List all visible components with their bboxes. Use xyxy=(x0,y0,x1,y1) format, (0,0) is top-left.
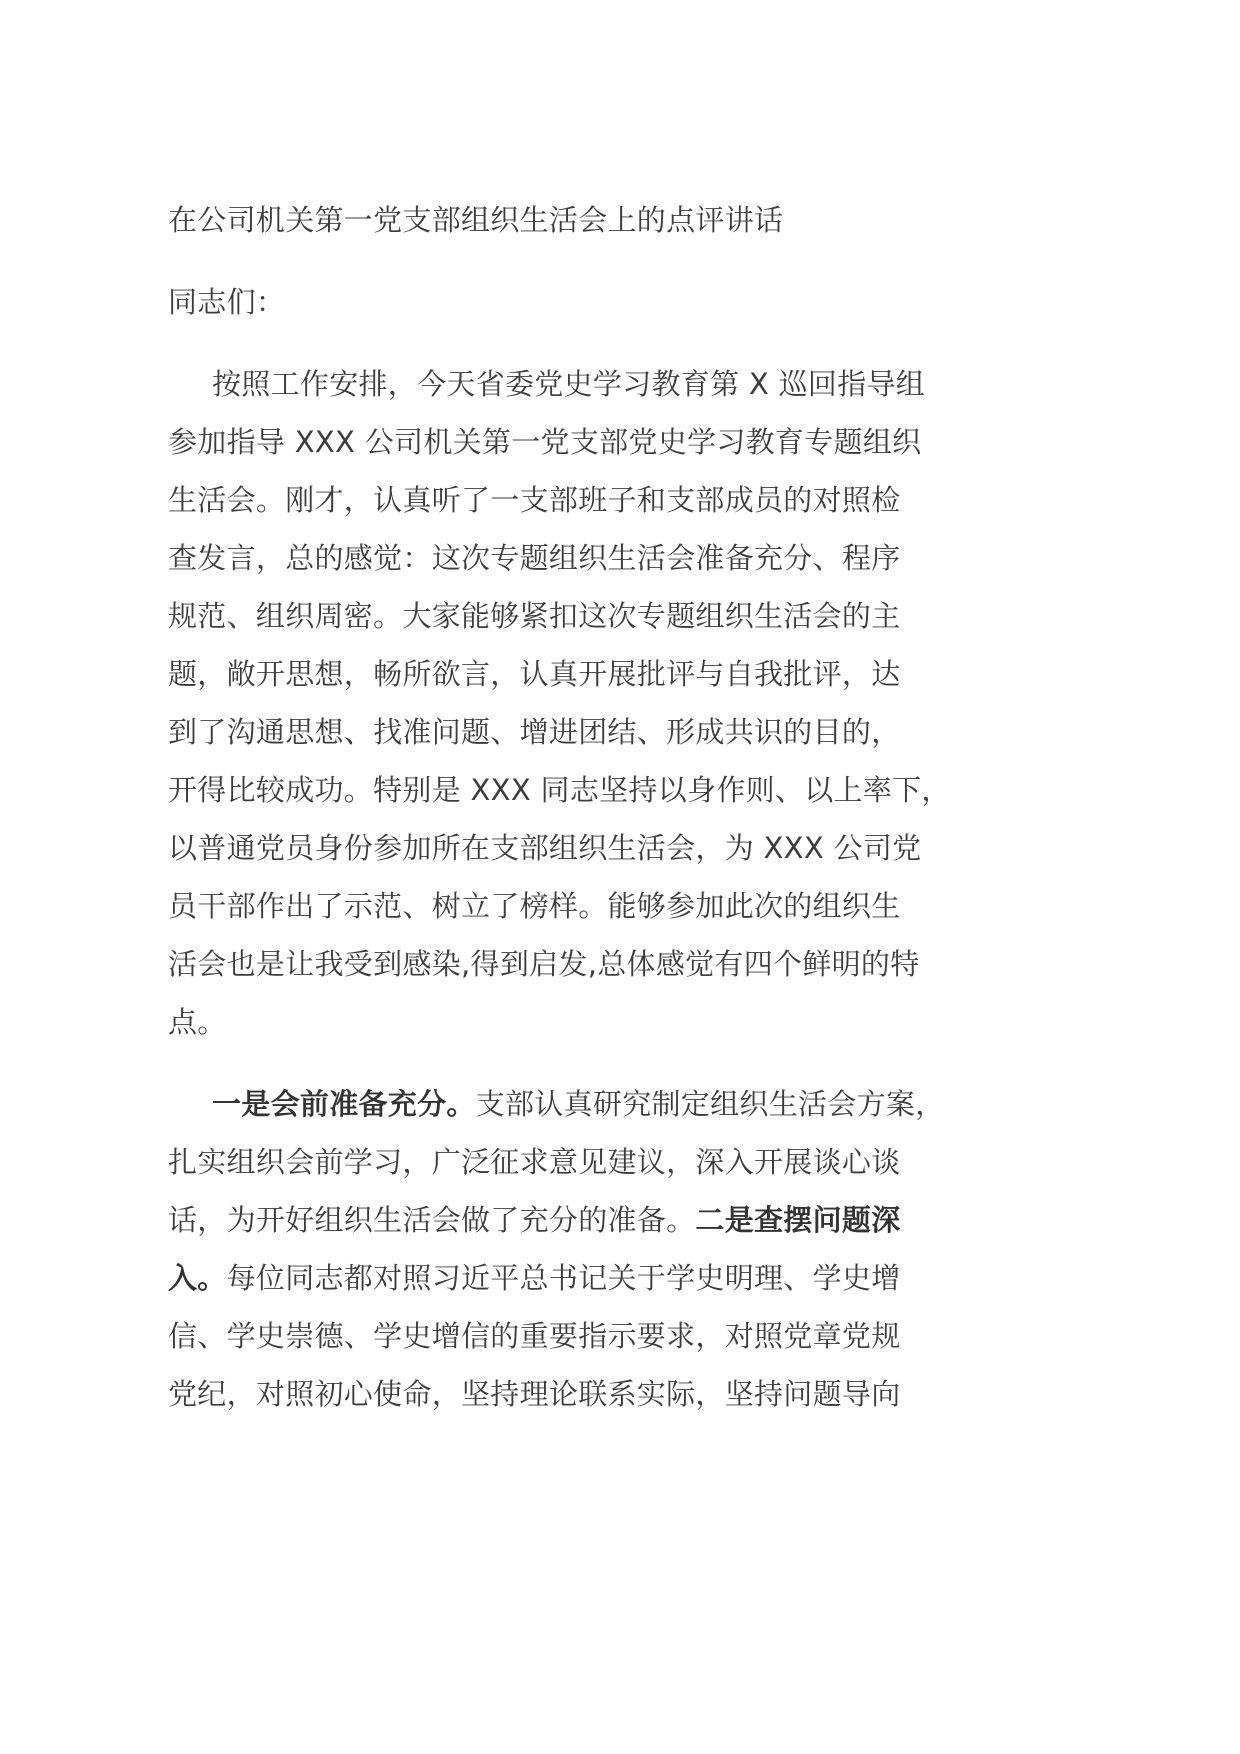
paragraph-line: 参加指导 XXX 公司机关第一党支部党史学习教育专题组织 xyxy=(168,425,922,459)
point-heading: 一是会前准备充分。 xyxy=(212,1087,476,1121)
point-heading: 入。 xyxy=(168,1261,227,1295)
paragraph-line: 活会也是让我受到感染,得到启发,总体感觉有四个鲜明的特 xyxy=(168,947,920,981)
paragraph-line xyxy=(168,1260,901,1296)
paragraph-line xyxy=(212,1086,945,1122)
point-text: 每位同志都对照习近平总书记关于学史明理、学史增 xyxy=(226,1261,901,1295)
point-heading: 二是查摆问题深 xyxy=(695,1203,901,1237)
document-title: 在公司机关第一党支部组织生活会上的点评讲话 xyxy=(168,203,784,237)
point-text: 话，为开好组织生活会做了充分的准备。 xyxy=(168,1203,696,1237)
paragraph-line xyxy=(168,1202,901,1238)
paragraph-line: 题，敞开思想，畅所欲言，认真开展批评与自我批评，达 xyxy=(168,657,901,691)
paragraph-line: 开得比较成功。特别是 XXX 同志坚持以身作则、以上率下， xyxy=(168,773,951,807)
paragraph-line: 到了沟通思想、找准问题、增进团结、形成共识的目的， xyxy=(168,715,901,749)
paragraph-line: 信、学史崇德、学史增信的重要指示要求，对照党章党规 xyxy=(168,1319,901,1353)
paragraph-line: 员干部作出了示范、树立了榜样。能够参加此次的组织生 xyxy=(168,889,901,923)
salutation: 同志们： xyxy=(168,285,286,319)
paragraph-line: 生活会。刚才，认真听了一支部班子和支部成员的对照检 xyxy=(168,483,901,517)
paragraph-line: 扎实组织会前学习，广泛征求意见建议，深入开展谈心谈 xyxy=(168,1145,901,1179)
paragraph-line: 党纪，对照初心使命，坚持理论联系实际，坚持问题导向 xyxy=(168,1377,901,1411)
paragraph-line: 按照工作安排，今天省委党史学习教育第 X 巡回指导组 xyxy=(212,367,926,401)
point-text: 支部认真研究制定组织生活会方案， xyxy=(475,1087,945,1121)
paragraph-line: 以普通党员身份参加所在支部组织生活会，为 XXX 公司党 xyxy=(168,831,922,865)
paragraph-line: 查发言，总的感觉：这次专题组织生活会准备充分、程序 xyxy=(168,541,901,575)
paragraph-line: 点。 xyxy=(168,1005,227,1039)
paragraph-line: 规范、组织周密。大家能够紧扣这次专题组织生活会的主 xyxy=(168,599,901,633)
